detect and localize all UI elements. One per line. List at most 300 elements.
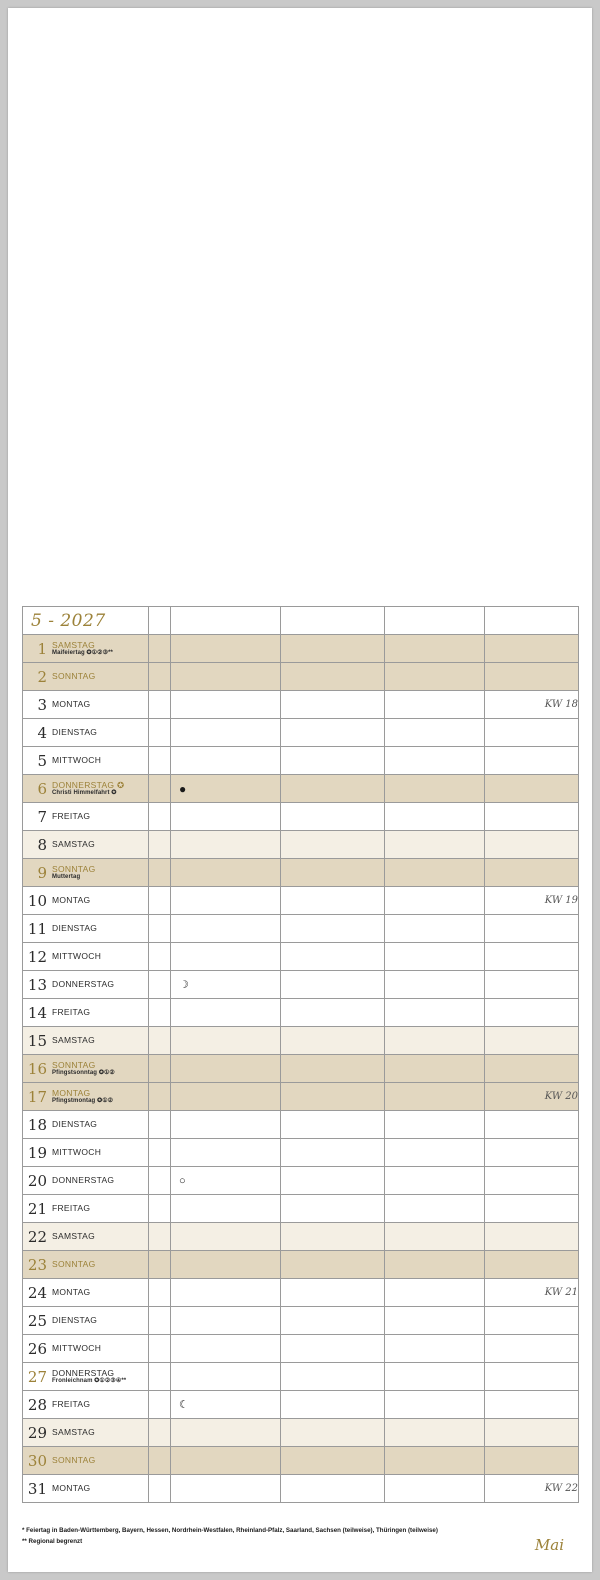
- table-row: [23, 1027, 579, 1055]
- table-row: [23, 1363, 579, 1391]
- week-number-cell[interactable]: [485, 747, 579, 775]
- day-number: 18: [27, 1115, 47, 1134]
- note-cell-1[interactable]: [171, 1083, 281, 1111]
- note-cell-2[interactable]: [281, 1083, 385, 1111]
- holiday-note: Muttertag: [52, 873, 81, 880]
- day-labels: [52, 1456, 96, 1465]
- day-cell: [23, 1167, 149, 1195]
- day-cell: [23, 915, 149, 943]
- note-cell-2[interactable]: [281, 747, 385, 775]
- weekday-name: SONNTAG: [52, 1060, 96, 1071]
- week-number-label: KW 19: [544, 895, 578, 906]
- moon-gutter-cell: [149, 1223, 171, 1251]
- table-row: [23, 859, 579, 887]
- table-row: [23, 1447, 579, 1475]
- day-number: 31: [27, 1479, 47, 1498]
- note-cell-3[interactable]: [385, 887, 485, 915]
- table-row: [23, 635, 579, 663]
- day-cell: [23, 1083, 149, 1111]
- note-cell-3[interactable]: [385, 691, 485, 719]
- calendar-page: [8, 8, 592, 1572]
- day-number: 10: [27, 891, 47, 910]
- day-labels: [52, 952, 101, 961]
- weekday-name: SAMSTAG: [52, 640, 96, 651]
- weekday-name: MITTWOCH: [52, 1343, 102, 1354]
- note-cell-2[interactable]: [281, 1391, 385, 1419]
- note-cell-3[interactable]: [385, 1251, 485, 1279]
- day-cell: [23, 887, 149, 915]
- day-labels: [52, 1369, 126, 1384]
- day-labels: [52, 1484, 90, 1493]
- weekday-name: DONNERSTAG ✪: [52, 780, 125, 791]
- note-cell-3[interactable]: [385, 915, 485, 943]
- note-cell-2[interactable]: [281, 1167, 385, 1195]
- table-row: [23, 803, 579, 831]
- table-row: [23, 1391, 579, 1419]
- moon-gutter-cell: [149, 1391, 171, 1419]
- weekday-name: SONNTAG: [52, 1259, 96, 1270]
- note-cell-3[interactable]: [385, 1279, 485, 1307]
- weekday-name: MITTWOCH: [52, 1147, 102, 1158]
- note-cell-2[interactable]: [281, 1223, 385, 1251]
- note-cell-2[interactable]: [281, 1055, 385, 1083]
- week-number-cell[interactable]: [485, 775, 579, 803]
- moon-gutter-cell: [149, 1027, 171, 1055]
- moon-gutter-cell: [149, 635, 171, 663]
- moon-gutter-cell: [149, 999, 171, 1027]
- note-cell-2[interactable]: [281, 691, 385, 719]
- day-labels: [52, 1232, 95, 1241]
- note-cell-3[interactable]: [385, 663, 485, 691]
- day-cell: [23, 1139, 149, 1167]
- note-cell-2[interactable]: [281, 1111, 385, 1139]
- note-cell-3[interactable]: [385, 831, 485, 859]
- table-row: [23, 915, 579, 943]
- day-number: 21: [27, 1199, 47, 1218]
- note-cell-3[interactable]: [385, 999, 485, 1027]
- table-row: [23, 887, 579, 915]
- note-cell-3[interactable]: [385, 1027, 485, 1055]
- footnote-2: ** Regional begrenzt: [22, 1537, 83, 1545]
- moon-gutter-cell: [149, 1083, 171, 1111]
- note-cell-1[interactable]: [171, 1251, 281, 1279]
- note-cell-1[interactable]: [171, 915, 281, 943]
- day-labels: [52, 1008, 90, 1017]
- note-cell-3[interactable]: [385, 1363, 485, 1391]
- weekday-name: DONNERSTAG: [52, 1368, 115, 1379]
- week-number-cell[interactable]: [485, 1111, 579, 1139]
- day-cell: [23, 1055, 149, 1083]
- note-cell-3[interactable]: [385, 1475, 485, 1503]
- moon-gutter-cell: [149, 831, 171, 859]
- week-number-label: KW 22: [544, 1483, 578, 1494]
- page-title: 5 - 2027: [23, 607, 149, 635]
- note-cell-1[interactable]: [171, 1335, 281, 1363]
- day-labels: [52, 1176, 114, 1185]
- day-labels: [52, 1204, 90, 1213]
- header-cell-2: [171, 607, 281, 635]
- note-cell-3[interactable]: [385, 1167, 485, 1195]
- note-cell-1[interactable]: [171, 775, 281, 803]
- day-number: 15: [27, 1031, 47, 1050]
- table-row: [23, 1083, 579, 1111]
- weekday-name: MITTWOCH: [52, 951, 102, 962]
- day-number: 19: [27, 1143, 47, 1162]
- note-cell-1[interactable]: [171, 1195, 281, 1223]
- holiday-note: Pfingstmontag ✪①②: [52, 1097, 114, 1104]
- table-row: [23, 1195, 579, 1223]
- table-row: [23, 1111, 579, 1139]
- week-number-label: KW 18: [544, 699, 578, 710]
- note-cell-3[interactable]: [385, 943, 485, 971]
- day-cell: [23, 635, 149, 663]
- weekday-name: MITTWOCH: [52, 755, 102, 766]
- week-number-cell[interactable]: [485, 663, 579, 691]
- note-cell-3[interactable]: [385, 747, 485, 775]
- note-cell-3[interactable]: [385, 1419, 485, 1447]
- table-row: [23, 1139, 579, 1167]
- moon-gutter-cell: [149, 1447, 171, 1475]
- moon-gutter-cell: [149, 1139, 171, 1167]
- note-cell-2[interactable]: [281, 1419, 385, 1447]
- moon-gutter-cell: [149, 1363, 171, 1391]
- day-labels: [52, 781, 124, 796]
- day-cell: [23, 747, 149, 775]
- day-labels: [52, 1344, 101, 1353]
- day-labels: [52, 924, 97, 933]
- note-cell-2[interactable]: [281, 971, 385, 999]
- weekday-name: FREITAG: [52, 811, 91, 822]
- note-cell-1[interactable]: [171, 971, 281, 999]
- day-cell: [23, 1279, 149, 1307]
- table-row: [23, 1475, 579, 1503]
- week-number-label: KW 21: [544, 1287, 578, 1298]
- note-cell-2[interactable]: [281, 1251, 385, 1279]
- weekday-name: DIENSTAG: [52, 923, 98, 934]
- note-cell-1[interactable]: [171, 999, 281, 1027]
- note-cell-1[interactable]: [171, 1167, 281, 1195]
- note-cell-3[interactable]: [385, 1447, 485, 1475]
- note-cell-1[interactable]: [171, 1055, 281, 1083]
- note-cell-2[interactable]: [281, 1447, 385, 1475]
- table-row: [23, 999, 579, 1027]
- week-number-cell[interactable]: [485, 1139, 579, 1167]
- holiday-note: Fronleichnam ✪①②③④**: [52, 1377, 127, 1384]
- moon-gutter-cell: [149, 719, 171, 747]
- note-cell-2[interactable]: [281, 887, 385, 915]
- note-cell-2[interactable]: [281, 1027, 385, 1055]
- note-cell-3[interactable]: [385, 1139, 485, 1167]
- day-cell: [23, 943, 149, 971]
- note-cell-2[interactable]: [281, 663, 385, 691]
- note-cell-2[interactable]: [281, 999, 385, 1027]
- note-cell-3[interactable]: [385, 1335, 485, 1363]
- note-cell-1[interactable]: [171, 1419, 281, 1447]
- day-cell: [23, 691, 149, 719]
- weekday-name: DIENSTAG: [52, 1119, 98, 1130]
- day-number: 11: [27, 919, 47, 938]
- weekday-name: MONTAG: [52, 1088, 91, 1099]
- week-number-cell[interactable]: [485, 719, 579, 747]
- day-labels: [52, 812, 90, 821]
- day-labels: [52, 865, 96, 880]
- table-row: [23, 747, 579, 775]
- note-cell-2[interactable]: [281, 915, 385, 943]
- weekday-name: SAMSTAG: [52, 1427, 96, 1438]
- weekday-name: MONTAG: [52, 895, 91, 906]
- note-cell-3[interactable]: [385, 859, 485, 887]
- moon-gutter-cell: [149, 1307, 171, 1335]
- note-cell-1[interactable]: [171, 663, 281, 691]
- day-cell: [23, 1335, 149, 1363]
- table-row: [23, 831, 579, 859]
- note-cell-3[interactable]: [385, 1307, 485, 1335]
- note-cell-2[interactable]: [281, 1195, 385, 1223]
- day-number: 27: [27, 1367, 47, 1386]
- weekday-name: SONNTAG: [52, 1455, 96, 1466]
- table-row: [23, 1335, 579, 1363]
- week-number-cell[interactable]: [485, 1055, 579, 1083]
- day-number: 17: [27, 1087, 47, 1106]
- week-number-cell[interactable]: [485, 1335, 579, 1363]
- day-number: 29: [27, 1423, 47, 1442]
- week-number-cell[interactable]: [485, 1279, 579, 1307]
- day-cell: [23, 1419, 149, 1447]
- day-labels: [52, 756, 101, 765]
- day-labels: [52, 1316, 97, 1325]
- header-cell-1: [149, 607, 171, 635]
- day-cell: [23, 1307, 149, 1335]
- week-number-cell[interactable]: [485, 635, 579, 663]
- note-cell-3[interactable]: [385, 1223, 485, 1251]
- day-cell: [23, 1391, 149, 1419]
- note-cell-3[interactable]: [385, 803, 485, 831]
- table-row: [23, 775, 579, 803]
- month-name-mark: Mai: [534, 1536, 564, 1554]
- day-labels: [52, 700, 90, 709]
- note-cell-2[interactable]: [281, 719, 385, 747]
- weekday-name: MONTAG: [52, 1287, 91, 1298]
- week-number-cell[interactable]: [485, 859, 579, 887]
- note-cell-1[interactable]: [171, 1111, 281, 1139]
- note-cell-3[interactable]: [385, 1195, 485, 1223]
- week-number-cell[interactable]: [485, 915, 579, 943]
- note-cell-3[interactable]: [385, 719, 485, 747]
- day-labels: [52, 1288, 90, 1297]
- moon-phase-icon: ☾: [179, 1399, 189, 1411]
- week-number-cell[interactable]: [485, 831, 579, 859]
- moon-gutter-cell: [149, 1335, 171, 1363]
- day-cell: [23, 663, 149, 691]
- weekday-name: SAMSTAG: [52, 839, 96, 850]
- day-number: 4: [37, 723, 47, 742]
- day-labels: [52, 840, 95, 849]
- calendar-table: [22, 606, 579, 1503]
- note-cell-2[interactable]: [281, 803, 385, 831]
- note-cell-1[interactable]: [171, 719, 281, 747]
- day-number: 9: [37, 863, 47, 882]
- weekday-name: SAMSTAG: [52, 1035, 96, 1046]
- note-cell-3[interactable]: [385, 635, 485, 663]
- moon-gutter-cell: [149, 803, 171, 831]
- table-row: [23, 1279, 579, 1307]
- moon-gutter-cell: [149, 915, 171, 943]
- table-row: [23, 1419, 579, 1447]
- weekday-name: DIENSTAG: [52, 727, 98, 738]
- week-number-cell[interactable]: [485, 999, 579, 1027]
- page-blank-top-area: [8, 8, 592, 598]
- note-cell-3[interactable]: [385, 1111, 485, 1139]
- note-cell-1[interactable]: [171, 1391, 281, 1419]
- table-row: [23, 691, 579, 719]
- weekday-name: SAMSTAG: [52, 1231, 96, 1242]
- note-cell-2[interactable]: [281, 1307, 385, 1335]
- note-cell-2[interactable]: [281, 831, 385, 859]
- day-number: 28: [27, 1395, 47, 1414]
- note-cell-2[interactable]: [281, 943, 385, 971]
- note-cell-2[interactable]: [281, 1335, 385, 1363]
- holiday-note: Christi Himmelfahrt ✪: [52, 789, 117, 796]
- header-cell-4: [385, 607, 485, 635]
- moon-gutter-cell: [149, 775, 171, 803]
- note-cell-1[interactable]: [171, 747, 281, 775]
- note-cell-1[interactable]: [171, 1363, 281, 1391]
- note-cell-3[interactable]: [385, 1055, 485, 1083]
- note-cell-1[interactable]: [171, 691, 281, 719]
- note-cell-3[interactable]: [385, 1391, 485, 1419]
- moon-phase-icon: ●: [179, 781, 187, 796]
- moon-phase-icon: ○: [179, 1174, 186, 1187]
- day-number: 24: [27, 1283, 47, 1302]
- note-cell-3[interactable]: [385, 971, 485, 999]
- note-cell-2[interactable]: [281, 1363, 385, 1391]
- note-cell-1[interactable]: [171, 635, 281, 663]
- week-number-cell[interactable]: [485, 1083, 579, 1111]
- note-cell-2[interactable]: [281, 859, 385, 887]
- calendar-header-row: [23, 607, 579, 635]
- weekday-name: FREITAG: [52, 1203, 91, 1214]
- day-labels: [52, 896, 90, 905]
- day-labels: [52, 641, 113, 656]
- note-cell-2[interactable]: [281, 1475, 385, 1503]
- day-cell: [23, 775, 149, 803]
- table-row: [23, 1167, 579, 1195]
- week-number-label: KW 20: [544, 1091, 578, 1102]
- day-cell: [23, 1447, 149, 1475]
- day-number: 23: [27, 1255, 47, 1274]
- note-cell-1[interactable]: [171, 1027, 281, 1055]
- note-cell-1[interactable]: [171, 803, 281, 831]
- week-number-cell[interactable]: [485, 1167, 579, 1195]
- moon-gutter-cell: [149, 859, 171, 887]
- week-number-cell[interactable]: [485, 1307, 579, 1335]
- note-cell-1[interactable]: [171, 943, 281, 971]
- moon-gutter-cell: [149, 1167, 171, 1195]
- moon-gutter-cell: [149, 691, 171, 719]
- note-cell-1[interactable]: [171, 1447, 281, 1475]
- day-cell: [23, 831, 149, 859]
- day-labels: [52, 1148, 101, 1157]
- moon-gutter-cell: [149, 1279, 171, 1307]
- note-cell-1[interactable]: [171, 831, 281, 859]
- note-cell-3[interactable]: [385, 1083, 485, 1111]
- day-labels: [52, 1260, 96, 1269]
- week-number-cell[interactable]: [485, 1391, 579, 1419]
- week-number-cell[interactable]: [485, 887, 579, 915]
- moon-gutter-cell: [149, 971, 171, 999]
- note-cell-1[interactable]: [171, 1307, 281, 1335]
- week-number-cell[interactable]: [485, 1223, 579, 1251]
- day-cell: [23, 1363, 149, 1391]
- moon-gutter-cell: [149, 1195, 171, 1223]
- weekday-name: SONNTAG: [52, 864, 96, 875]
- weekday-name: MONTAG: [52, 699, 91, 710]
- week-number-cell[interactable]: [485, 1419, 579, 1447]
- week-number-cell[interactable]: [485, 1251, 579, 1279]
- note-cell-2[interactable]: [281, 1279, 385, 1307]
- day-number: 5: [37, 751, 47, 770]
- day-labels: [52, 1036, 95, 1045]
- note-cell-1[interactable]: [171, 1279, 281, 1307]
- header-cell-5: [485, 607, 579, 635]
- table-row: [23, 971, 579, 999]
- note-cell-1[interactable]: [171, 1139, 281, 1167]
- day-cell: [23, 859, 149, 887]
- table-row: [23, 1251, 579, 1279]
- day-number: 3: [37, 695, 47, 714]
- day-labels: [52, 1061, 115, 1076]
- day-number: 8: [37, 835, 47, 854]
- note-cell-1[interactable]: [171, 1475, 281, 1503]
- holiday-note: Maifeiertag ✪①②③**: [52, 649, 113, 656]
- week-number-cell[interactable]: [485, 1027, 579, 1055]
- day-number: 1: [37, 639, 47, 658]
- holiday-note: Pfingstsonntag ✪①②: [52, 1069, 115, 1076]
- day-number: 26: [27, 1339, 47, 1358]
- week-number-cell[interactable]: [485, 1195, 579, 1223]
- day-number: 30: [27, 1451, 47, 1470]
- note-cell-2[interactable]: [281, 635, 385, 663]
- week-number-cell[interactable]: [485, 1363, 579, 1391]
- day-number: 13: [27, 975, 47, 994]
- weekday-name: MONTAG: [52, 1483, 91, 1494]
- day-labels: [52, 1120, 97, 1129]
- day-cell: [23, 1251, 149, 1279]
- note-cell-3[interactable]: [385, 775, 485, 803]
- note-cell-2[interactable]: [281, 775, 385, 803]
- header-cell-3: [281, 607, 385, 635]
- note-cell-2[interactable]: [281, 1139, 385, 1167]
- day-number: 25: [27, 1311, 47, 1330]
- table-row: [23, 663, 579, 691]
- week-number-cell[interactable]: [485, 691, 579, 719]
- week-number-cell[interactable]: [485, 943, 579, 971]
- day-labels: [52, 1428, 95, 1437]
- week-number-cell[interactable]: [485, 1447, 579, 1475]
- week-number-cell[interactable]: [485, 803, 579, 831]
- day-number: 2: [37, 667, 47, 686]
- day-number: 12: [27, 947, 47, 966]
- note-cell-1[interactable]: [171, 859, 281, 887]
- month-grid: [22, 606, 578, 1503]
- day-cell: [23, 999, 149, 1027]
- note-cell-1[interactable]: [171, 887, 281, 915]
- day-cell: [23, 803, 149, 831]
- week-number-cell[interactable]: [485, 1475, 579, 1503]
- moon-phase-icon: ☽: [179, 979, 189, 991]
- week-number-cell[interactable]: [485, 971, 579, 999]
- note-cell-1[interactable]: [171, 1223, 281, 1251]
